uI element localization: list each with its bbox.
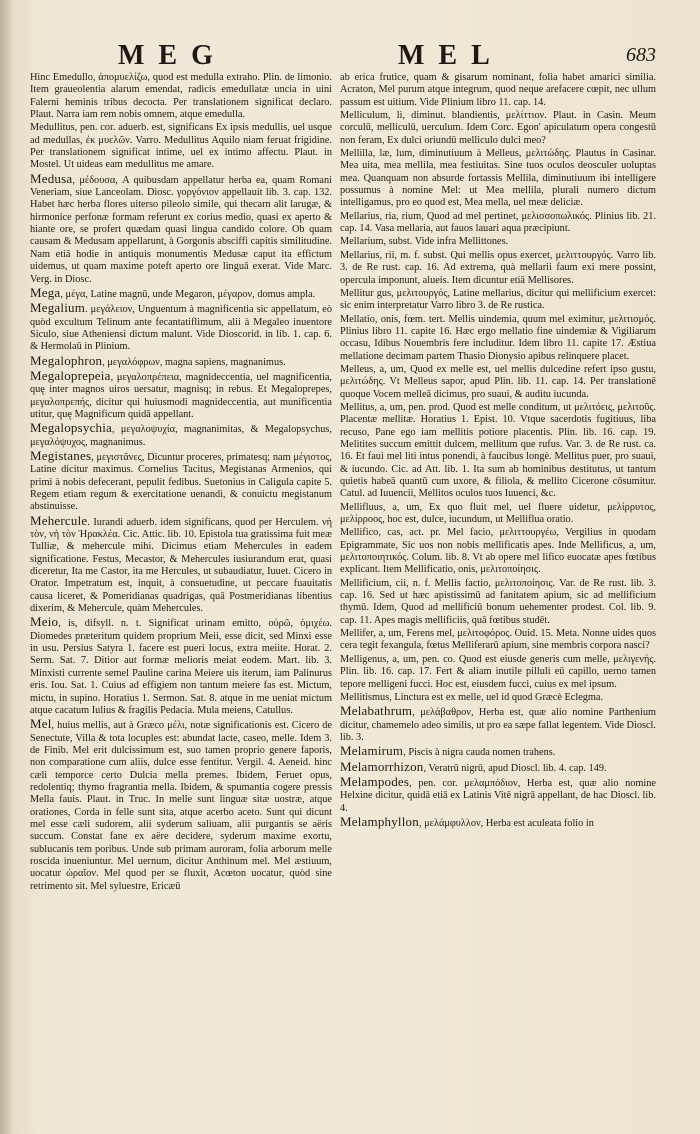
entry-text: Mellarium, subst. Vide infra Mellittones. xyxy=(340,236,509,248)
dictionary-entry xyxy=(340,773,656,815)
entry-text: Mellarius, rii, m. f. subst. Qui mellis opus exercet, μελιττουργός. Varro lib. 3. de Re rust. cap. 16. Ad extrema, quà mellarii faum exi mere possint, opercula imponunt, alueis. Item dicuntur etiā Mellisores. xyxy=(340,249,656,286)
dictionary-entry xyxy=(30,72,332,121)
entry-text: Mellifico, cas, act. pr. Mel facio, μελιττουργέω, Vergilius in quodam Epigrammate, Sic uos non nobis mellificatis apes. Inde Mellificus, a, um, μελιτοποιητικός. Colum. lib. 8. Vt ab opere mel lifico euocatæ apes fœtibus explicant. Item Mellificatio, onis, μελιτοποίησις. xyxy=(340,527,656,576)
header-right-word: MEL xyxy=(398,40,504,71)
entry-text: , μεγαλόφρων, magna sapiens, magnanimus. xyxy=(102,356,286,368)
entry-headword: Melamphyllon xyxy=(340,813,419,829)
entry-text: , huius mellis, aut à Græco μέλι, notæ significationis est. Cicero de Senectute, Villa & tota locuples est: abundat lacte, caseo, melle. Idem 3. de Finib. Mel erit dulcissimum est, suo tamen proprio genere faporis, non comparatione cum aliis, dulce esse fentitur. Vergil. 4. Aeneid. hinc cæli temporce certo Dulcia mella premes. Ibidem, Feruet opus, redolentiq; thymo fragrantia mella. Ibidem, & spumantia cogere pressis Mella fauis. Plaut. in Truc. In melle sunt linguæ sitæ uostræ, atque orationes, Corda in felle sunt sita, atque acerbo aceto. Sunt qui dicunt mel esse cæli sudorem, alii syderum saliuam, alii purgantis se aëris succum. Constat fane ex aëre decidere, syderum maxime exortu, sublucanis tem poribus. Unde sub primam auroram, folia arborum melle roscida inueniuntur. Mel uernum, dicitur Anthinum mel. Mel æstiuum, uocatur ὡραῖον. Mel quod per se fluxit, Acœton uocatur, quòd sine retrimento sit. Mel syluestre, Ericæū xyxy=(30,720,332,892)
entry-headword: Mel xyxy=(30,716,52,732)
left-column xyxy=(30,72,332,894)
dictionary-entry xyxy=(30,170,332,286)
dictionary-entry xyxy=(340,705,656,744)
entry-text: , μεγαλοπρέπεια, magnideccentia, uel magnificentia, quę inter magnos uiros uersatur, magnisq; in rebus. Et Megaloprepes, μεγαλοπρεπής, dicitur qui huiusmodi magnideccentia, aut munificentia utitur, quę Magnificum quidā appellant. xyxy=(30,371,332,420)
dictionary-entry xyxy=(340,72,656,109)
dictionary-entry xyxy=(30,367,332,421)
dictionary-entry xyxy=(30,122,332,171)
entry-headword: Mega xyxy=(30,284,61,300)
entry-text: Melligenus, a, um, pen. co. Quod est eiusde generis cum melle, μελιγενής. Plin. lib. 16. cap. 17. Fert & aliam inutile pilluli eū capillo, uerno tamen tepore melligeni fucci. Hoc est, eiusdem fucci, cuius ex mel ipsum. xyxy=(340,653,656,690)
dictionary-entry xyxy=(340,578,656,627)
entry-text: Mellatio, onis, fœm. tert. Mellis uindemia, quum mel eximitur, μελιτισμός. Plinius libro 11. capite 16. Hæc ergo mellatio fine uindemiæ & Vigiliarum occasu, Idibus Nouembris fere includitur. Idem libro 11. capite 17. Æstiua mellatione decimam partem Thasio Dionysio apibus relinquere placet. xyxy=(340,313,656,362)
dictionary-entry xyxy=(30,616,332,717)
entry-text: . Iurandi aduerb. idem significans, quod per Herculem. νὴ τὸν, νὴ τὸν Ἡρακλέα. Cic. Attic. lib. 10. Epistola tua gratissima fuit meæ Tulliæ, & mehercule mihi. Dicimus etiam Mehercules in eadem significatione. Festus, Mecastor, & Mehercules iusiurandum erat, quasi diceretur, Ita me Castor, ita me Hercules, ut subaudiatur, Iuuet. Cicero in Orator. Impetratum est, inquit, à consuetudine, ut peccare fuauitatis causa liceret, & Pomeridianas quadrigas, quā Postmeridianas libentius dixerim, & Mehercule, quàm Mehercules. xyxy=(30,516,332,615)
entry-text: Mellifluus, a, um, Ex quo fluit mel, uel fluere uidetur, μελίρρυτος, μελίρροος, hoc est, dulce, iucundum, ut Melliflua oratio. xyxy=(340,501,656,526)
dictionary-entry xyxy=(30,352,332,369)
dictionary-entry xyxy=(340,502,656,527)
entry-text: , Veratrū nigrū, apud Dioscl. lib. 4. cap. 149. xyxy=(423,762,607,774)
entry-headword: Mehercule xyxy=(30,512,88,528)
entry-headword: Melamorrhizon xyxy=(340,758,424,774)
entry-headword: Megalophron xyxy=(30,352,103,368)
entry-text: Mellarius, ria, rium, Quod ad mel pertinet, μελισσοπωλικός. Plinius lib. 21. cap. 14. Vasa mellaria, aut fauos lauari aqua præcipiunt. xyxy=(340,210,656,235)
entry-headword: Meio xyxy=(30,614,59,630)
dictionary-entry xyxy=(30,284,332,301)
entry-text: , Piscis à nigra cauda nomen trahens. xyxy=(403,747,556,759)
entry-text: , μεγαλοψυχία, magnanimitas, & Megalopsychus, μεγαλόψυχος, magnanimus. xyxy=(30,424,332,448)
entry-text: , μελάμφυλλον, Herba est aculeata folio in xyxy=(418,817,594,829)
entry-text: Mellitus, a, um, pen. prod. Quod est melle conditum, ut μελιτόεις, μελιτοῦς. Placentæ mellitæ. Horatius 1. Epist. 10. Vtque sacerdotis fugitiuus, liba recuso, Pane ego iam mellitis potiore placentis. Plin. lib. 16. cap. 19. Melitites succum emittit dulcem, mellitum que rufus. Var. 3. de Re rust. ca. 16. Et faui mel liti intus ponendi, à faucibus longè. Mellitus puer, pro suaui, & iucundo. Cic. ad Att. lib. 1. Ita sum ab hominibus destitutus, ut tantum quietis habeā quantū cum uxore, & filiola, & mellito Cicerone cōsumitur. Catul. ad Iuuencii, Mellitos oculos tuos Iuuenci, &c. xyxy=(340,401,656,500)
dictionary-entry xyxy=(340,110,656,147)
entry-text: Mellilla, læ, lum, diminutiuum à Melleus, μελιτώδης. Plautus in Casinar. Mea uita, mea mellila, mea festiuitas. Sine tuos oculos deosculer uoluptas mea. Quanquam non absurde fortassis Mellila, diminutiuum ibi intelligere possumus à nomine Mel: ut Mea mellila, plurali numero dictum intelligamus, pro eo quod est, Mea mella, uel meæ deliciæ. xyxy=(340,148,656,209)
entry-text: , is, difsyll. n. t. Significat urinam emitto, οὐρῶ, ὀμιχέω. Diomedes præteritum quidem proprium Meii, esse dicit, sed Minxi esse in usu. Persius Satyra 1. facere est pueri locus, extra meiite. Horat. 2. Serm. Sat. 7. Ditior aut formæ melioris meiat eodem. Mart. lib. 3. Minxisti currente semel Pauline carina Meiere uis iterum, iam Palinurus eris. Iou. Sat. 1. Cuius ad effigiem non tantum meiere fas est. Mictum, mictu, in supino. Horatius 1. Sermon. Sat. 8. atque in me ueniat mictum atque cacatum Iulius & fragilis Pedacia. Mula meiens, Catullus. xyxy=(30,618,332,716)
entry-text: Mellitur gus, μελιτουργός, Latine mellarius, dicitur qui mellificium exercet: sic enim interpretatur Varro libro 3. de Re rustica. xyxy=(340,287,656,312)
entry-headword: Megalopsychia xyxy=(30,420,113,436)
dictionary-entry xyxy=(340,250,656,287)
entry-headword: Medusa xyxy=(30,170,73,186)
dictionary-entry xyxy=(340,758,656,775)
dictionary-entry xyxy=(340,314,656,363)
entry-headword: Melamirum xyxy=(340,743,404,759)
dictionary-entry xyxy=(340,745,656,759)
entry-headword: Megistanes xyxy=(30,447,92,463)
entry-text: Mellifer, a, um, Ferens mel, μελιτοφόρος. Ouid. 15. Meta. Nonne uides quos cera tegit fexangula, fœtus Melliferarū apium, sine membris corpora nasci? xyxy=(340,628,656,652)
dictionary-entry xyxy=(340,148,656,210)
entry-text: , μέδουσα, A quibusdam appellatur herba ea, quam Romani Veneriam, siue Lanceolam. Diosc. γοργόνιον appellauit lib. 3. cap. 132. Habet hæc herba flores uiterso pileolo simile, qui thecarn alit larugæ, & hirmonice perfonæ formam referunt ex corius medio, quasi ex aperto & hiante ore, se profert quædam quasi lingua candido colore. Ob quam causam & Medusam appellarunt, à Gorgonis absciffi capitis similitudine. Nam etiā hodie in antiquis monumentis Medusæ caput ita effictum uidemus, ut quam maxime poteft aperto ore linguā exerat. Vide Marc. Verg. in Diosc. xyxy=(30,174,332,285)
entry-text: Melleus, a, um, Quod ex melle est, uel mellis dulcedine refert ipso gustu, μελιτώδης. Vt Melleus sapor, apud Plin. lib. 11. cap. 14. Per translationē quoque Vocem melleā dicimus, pro suaui, & auditu iucunda. xyxy=(340,363,656,400)
dictionary-entry xyxy=(340,211,656,236)
entry-text: , pen. cor. μελαμπόδιον, Herba est, quæ alio nomine Helxine dicitur, quidā etiā ex Latinis Vitē nigrā appellant, de hac Dioscl. lib. 4. xyxy=(340,777,656,814)
dictionary-entry xyxy=(30,512,332,616)
entry-text: Melliculum, li, diminut. blandientis, μελίττιον. Plaut. in Casin. Meum corculū, melliculū, uerculum. Idem Corc. Egon' apiculatum opera congestū non feram, Ex dulci oriundū melliculo dulci meo? xyxy=(340,110,656,146)
entry-text: . μεγάλειον, Unguentum à magnificentia sic appellatum, eò quòd excultum Telinum ante fecantatiflimum, alii à Megaleo inuentore Siculo, siue Atheniensi dictum malunt. Vide Dioscorid. in lib. 1. cap. 6. & Hermolaū in Plinium. xyxy=(30,304,332,353)
entry-text: Hinc Emedullo, ἀπομυελίζω, quod est medulla extraho. Plin. de limonio. Item graueolentia alarum emendat, radicis emedullatæ uncia in uini Falerni heminis tribus decocta. Per translationem significat declaro. Plaut. Narra iam rem nobis omnem, atque emedulla. xyxy=(30,72,332,121)
dictionary-entry xyxy=(340,527,656,576)
dictionary-entry xyxy=(340,654,656,691)
page-edge-shadow xyxy=(0,0,14,1134)
entry-headword: Melampodes xyxy=(340,773,410,789)
entry-headword: Megaloprepeia xyxy=(30,367,111,383)
dictionary-entry xyxy=(340,402,656,501)
header-left-word: MEG xyxy=(118,40,227,71)
entry-text: Mellitismus, Linctura est ex melle, uel id quod Græcè Eclegma. xyxy=(340,691,604,703)
entry-text: , μελάβαθρον, Herba est, quæ alio nomine Parthenium dicitur, chamemelo adeo similis, ut pro ea sæpe fallat legentem. Vide Dioscl. lib. 3. xyxy=(340,707,656,743)
right-column xyxy=(340,72,656,831)
dictionary-entry xyxy=(30,422,332,449)
dictionary-entry xyxy=(340,628,656,653)
dictionary-entry xyxy=(30,447,332,514)
entry-text: , μεγιστᾶνες, Dicuntur proceres, primatesq; nam μέγιστος, Latine dicitur maximus. Cornelius Tacitus, Megistanas Armenios, qui primi à nobis defecerant, pepulit fedibus. Suetonius in Caligula capite 5. Regem etiam regum & exercitatione uenandi, & conuictu megistanum abstinuisse. xyxy=(30,451,332,513)
page-number: 683 xyxy=(626,44,656,66)
dictionary-entry xyxy=(30,718,332,893)
entry-headword: Megalium xyxy=(30,300,86,316)
dictionary-entry xyxy=(340,288,656,313)
dictionary-entry xyxy=(30,302,332,353)
entry-text: ab erica frutice, quam & gisarum nominant, folia habet amarici similia. Acraton, Mel purum atque integrum, quod neque arefacere cœpit, nec ullum passum est uitium. Vide Plinium libro 11. cap. 14. xyxy=(340,72,656,108)
entry-text: , μέγα, Latine magnū, unde Megaron, μέγαρον, domus ampla. xyxy=(60,288,316,300)
dictionary-entry xyxy=(340,364,656,401)
entry-headword: Melabathrum xyxy=(340,703,413,719)
dictionary-entry xyxy=(340,236,656,248)
dictionary-entry xyxy=(340,813,656,830)
entry-text: Medullitus, pen. cor. aduerb. est, significans Ex ipsis medullis, uel usque ad medullas, ἐκ μυελῶν. Varro. Medullitus Aquilo niam feruat frigidine. Per translationem significat intime, uel ex intimo affectu. Plaut. in Mostel. Ut uideas eam medullitus me amare. xyxy=(30,122,332,171)
entry-text: Mellificium, cii, n. f. Mellis factio, μελιτοποίησις. Var. de Re rust. lib. 3. cap. 16. Sed ut hæc apistissimū ad fanitatem apium, sic ad mellificium thymū. Idem, Quod ad mellificiū bonum uehementer prodest. Col. lib. 9. cap. 11. Apes magis mellificiis, quā fœtibus studēt. xyxy=(340,577,656,626)
